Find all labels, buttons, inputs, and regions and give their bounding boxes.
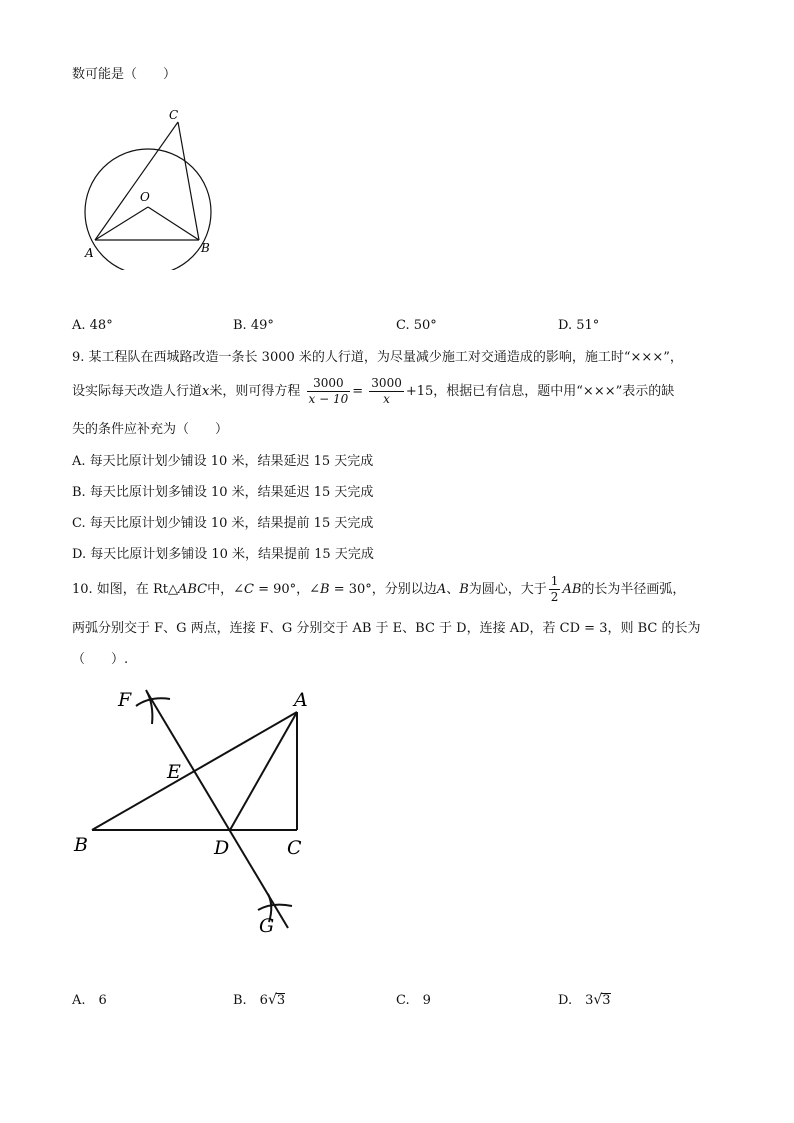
q10-option-d[interactable]: D. 3√3: [558, 992, 611, 1008]
q9-text-b: 米，则可得方程: [209, 384, 301, 399]
q9-text-c: ，根据已有信息，题中用“×××”表示的缺: [433, 384, 675, 399]
q10-triangle-figure: [70, 682, 350, 942]
segment-ob: [148, 207, 199, 240]
arc-f-2: [146, 690, 152, 724]
q10-half-fraction: $\frac{1}{2}$: [550, 574, 559, 604]
q9-option-d[interactable]: D. 每天比原计划多铺设 10 米，结果提前 15 天完成: [72, 547, 374, 562]
label-a: A: [294, 689, 308, 711]
q9-option-c[interactable]: C. 每天比原计划少铺设 10 米，结果提前 15 天完成: [72, 516, 374, 531]
segment-bc: [178, 122, 199, 240]
q9-plus-15: +15: [405, 384, 434, 399]
q8-option-a[interactable]: A. 48°: [72, 318, 113, 333]
label-o: O: [140, 190, 150, 204]
radicand-d: 3: [602, 993, 611, 1008]
label-a: A: [85, 246, 94, 260]
q8-option-c[interactable]: C. 50°: [396, 318, 437, 333]
q10-stem-line3: （ ）.: [72, 652, 129, 667]
label-f: F: [118, 689, 132, 711]
q9-fraction-2: $\frac{3000}{x}$: [371, 376, 402, 406]
q8-circle-figure: [75, 100, 245, 270]
q9-fraction-1: $\frac{3000}{x - 10}$: [308, 376, 349, 406]
radicand-b: 3: [276, 993, 286, 1008]
q10-stem-line1: 10. 如图，在 Rt△ABC中，∠C = 90°，∠B = 30°，分别以边A、B为圆心，大于 $\frac{1}{2}$ AB的长为半径画弧，: [72, 574, 686, 604]
segment-ad: [230, 712, 297, 830]
q10-option-a[interactable]: A. 6: [72, 993, 107, 1008]
label-g: G: [259, 915, 275, 937]
label-e: E: [167, 761, 181, 783]
q8-option-d[interactable]: D. 51°: [558, 318, 600, 333]
label-d: D: [214, 837, 230, 859]
label-c: C: [169, 108, 179, 122]
q9-option-a[interactable]: A. 每天比原计划少铺设 10 米，结果延迟 15 天完成: [72, 454, 374, 469]
circle-o: [85, 149, 211, 270]
q10-stem-line2: 两弧分别交于 F、G 两点，连接 F、G 分别交于 AB 于 E、BC 于 D，连接 AD，若 CD = 3，则 BC 的长为: [72, 621, 701, 636]
q9-text-a: 设实际每天改造人行道: [72, 384, 203, 399]
q9-stem-line1: 9. 某工程队在西城路改造一条长 3000 米的人行道，为尽量减少施工对交通造成的影响，施工时“×××”，: [72, 350, 683, 365]
segment-ac: [95, 122, 178, 240]
label-c: C: [287, 837, 302, 859]
q8-stem-tail: 数可能是（ ）: [72, 67, 177, 82]
label-b: B: [201, 241, 210, 255]
q9-stem-line3: 失的条件应补充为（ ）: [72, 422, 229, 437]
q10-option-c[interactable]: C. 9: [396, 993, 431, 1008]
q9-option-b[interactable]: B. 每天比原计划多铺设 10 米，结果延迟 15 天完成: [72, 485, 374, 500]
line-fg: [147, 692, 288, 928]
q9-var-x: x: [202, 384, 210, 399]
q8-option-b[interactable]: B. 49°: [233, 318, 274, 333]
q9-stem-line2: 设实际每天改造人行道x米，则可得方程 $\frac{3000}{x - 10}$ = $\frac{3000}{x}$ +15，根据已有信息，题中用“×××”表示的缺: [72, 376, 675, 406]
label-b: B: [74, 834, 88, 856]
segment-oa: [95, 207, 148, 240]
q10-option-b[interactable]: B. 6√3: [233, 992, 286, 1008]
